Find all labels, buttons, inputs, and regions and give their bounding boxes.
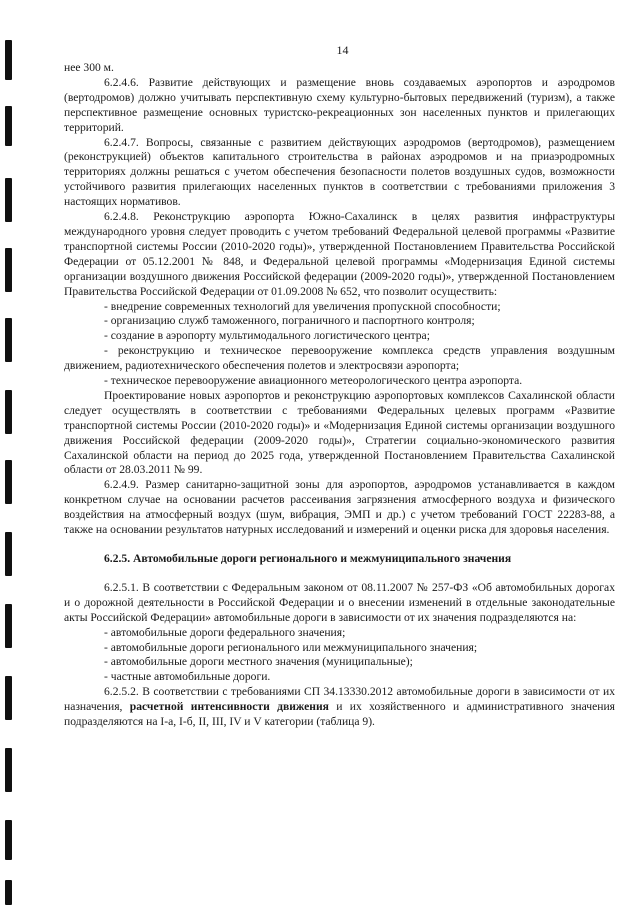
binder-hole: [5, 604, 12, 648]
binder-hole: [5, 532, 12, 576]
list-item: - автомобильные дороги регионального или межмуниципального значения;: [104, 640, 478, 654]
paragraph-6-2-4-6: 6.2.4.6. Развитие действующих и размещение вновь создаваемых аэропортов и аэродромов (вертодромов) должно учитывать перспективную схему культурно-бытовых передвижений (туризм), а также перспективное размещение основных туристско-рекреационных зон населенных пунктов и прилегающих территорий.: [64, 75, 615, 134]
binder-hole: [5, 748, 12, 792]
list-item: - техническое перевооружение авиационного метеорологического центра аэропорта.: [104, 374, 523, 388]
paragraph-design: Проектирование новых аэропортов и реконструкцию аэропортовых комплексов Сахалинской области следует осуществлять в соответствии с требованиями Федеральных целевых программ «Развитие транспортной системы России (2010-2020 годы)» и «Модернизация Единой системы организации воздушного движения Российской федерации (2009-2020 годы)», Стратегии социально-экономического развития Сахалинской области на период до 2025 года, утвержденной Постановлением Правительства Сахалинской области от 28.03.2011 № 99.: [64, 388, 615, 477]
binder-hole: [5, 106, 12, 146]
binder-hole: [5, 676, 12, 720]
paragraph-6-2-5-2: [64, 685, 615, 730]
bold-text-run: расчетной интенсивности движения: [129, 700, 329, 714]
binder-hole: [5, 318, 12, 362]
text-run: и их хозяйственного и административного значения подразделяются на I-а, I-б, II, III, IV и V категории (таблица 9).: [64, 700, 615, 729]
paragraph-6-2-4-9: 6.2.4.9. Размер санитарно-защитной зоны для аэропортов, аэродромов устанавливается в каждом конкретном случае на основании расчетов рассеивания загрязнения атмосферного воздуха и физического воздействия на атмосферный воздух (шум, вибрация, ЭМП и др.) с учетом требований ГОСТ 22283-88, а также на основании результатов натурных исследований и измерений и оценки риска для здоровья населения.: [64, 478, 615, 537]
binder-hole: [5, 820, 12, 860]
list-item: - внедрение современных технологий для увеличения пропускной способности;: [104, 299, 501, 313]
list-item: - автомобильные дороги федерального значения;: [104, 625, 346, 639]
list-item: - частные автомобильные дороги.: [104, 670, 271, 684]
section-heading-6-2-5: 6.2.5. Автомобильные дороги регионального и межмуниципального значения: [104, 552, 512, 565]
page-number: 14: [336, 43, 349, 57]
list-item: - реконструкцию и техническое перевооружение комплекса средств управления воздушным движением, радиотехнического обеспечения полетов и электросвязи аэропорта;: [64, 344, 615, 373]
list-item: - создание в аэропорту мультимодального логистического центра;: [104, 329, 430, 343]
paragraph-6-2-5-1: 6.2.5.1. В соответствии с Федеральным законом от 08.11.2007 № 257-ФЗ «Об автомобильных дорогах и о дорожной деятельности в Российской Федерации и о внесении изменений в отдельные законодательные акты Российской Федерации» автомобильные дороги в зависимости от их значения подразделяются на:: [64, 580, 615, 624]
binder-hole: [5, 390, 12, 434]
paragraph-continuation: нее 300 м.: [64, 61, 114, 74]
document-body: [64, 61, 615, 730]
binder-hole: [5, 880, 12, 905]
paragraph-6-2-4-7: 6.2.4.7. Вопросы, связанные с развитием действующих аэродромов (вертодромов), размещением (реконструкцией) объектов капитального строительства в районах аэродромов и на приаэродромных территориях должны решаться с учетом обеспечения безопасности полетов воздушных судов, возможности устойчивого развития прилегающих населенных пунктов в соответствии с требованиями приложения 3 настоящих нормативов.: [64, 135, 615, 209]
binder-hole: [5, 248, 12, 292]
list-item: - организацию служб таможенного, пограничного и паспортного контроля;: [104, 314, 475, 328]
binder-hole: [5, 460, 12, 504]
paragraph-6-2-4-8: 6.2.4.8. Реконструкцию аэропорта Южно-Сахалинск в целях развития инфраструктуры международного уровня следует проводить с учетом требований Федеральной целевой программы «Развитие транспортной системы России (2010-2020 годы)», утвержденной Постановлением Правительства Российской Федерации от 05.12.2001 № 848, и Федеральной целевой программы «Модернизация Единой системы организации воздушного движения Российской федерации (2009-2020 годы)», утвержденной Постановлением Правительства Российской Федерации от 01.09.2008 № 652, что позволит осуществить:: [64, 210, 615, 298]
list-item: - автомобильные дороги местного значения (муниципальные);: [104, 655, 413, 669]
binder-holes: [0, 0, 20, 905]
binder-hole: [5, 178, 12, 222]
text-run: 6.2.5.2. В соответствии с требованиями СП 34.13330.2012 автомобильные дороги в зависимости от их назначения,: [64, 685, 615, 714]
